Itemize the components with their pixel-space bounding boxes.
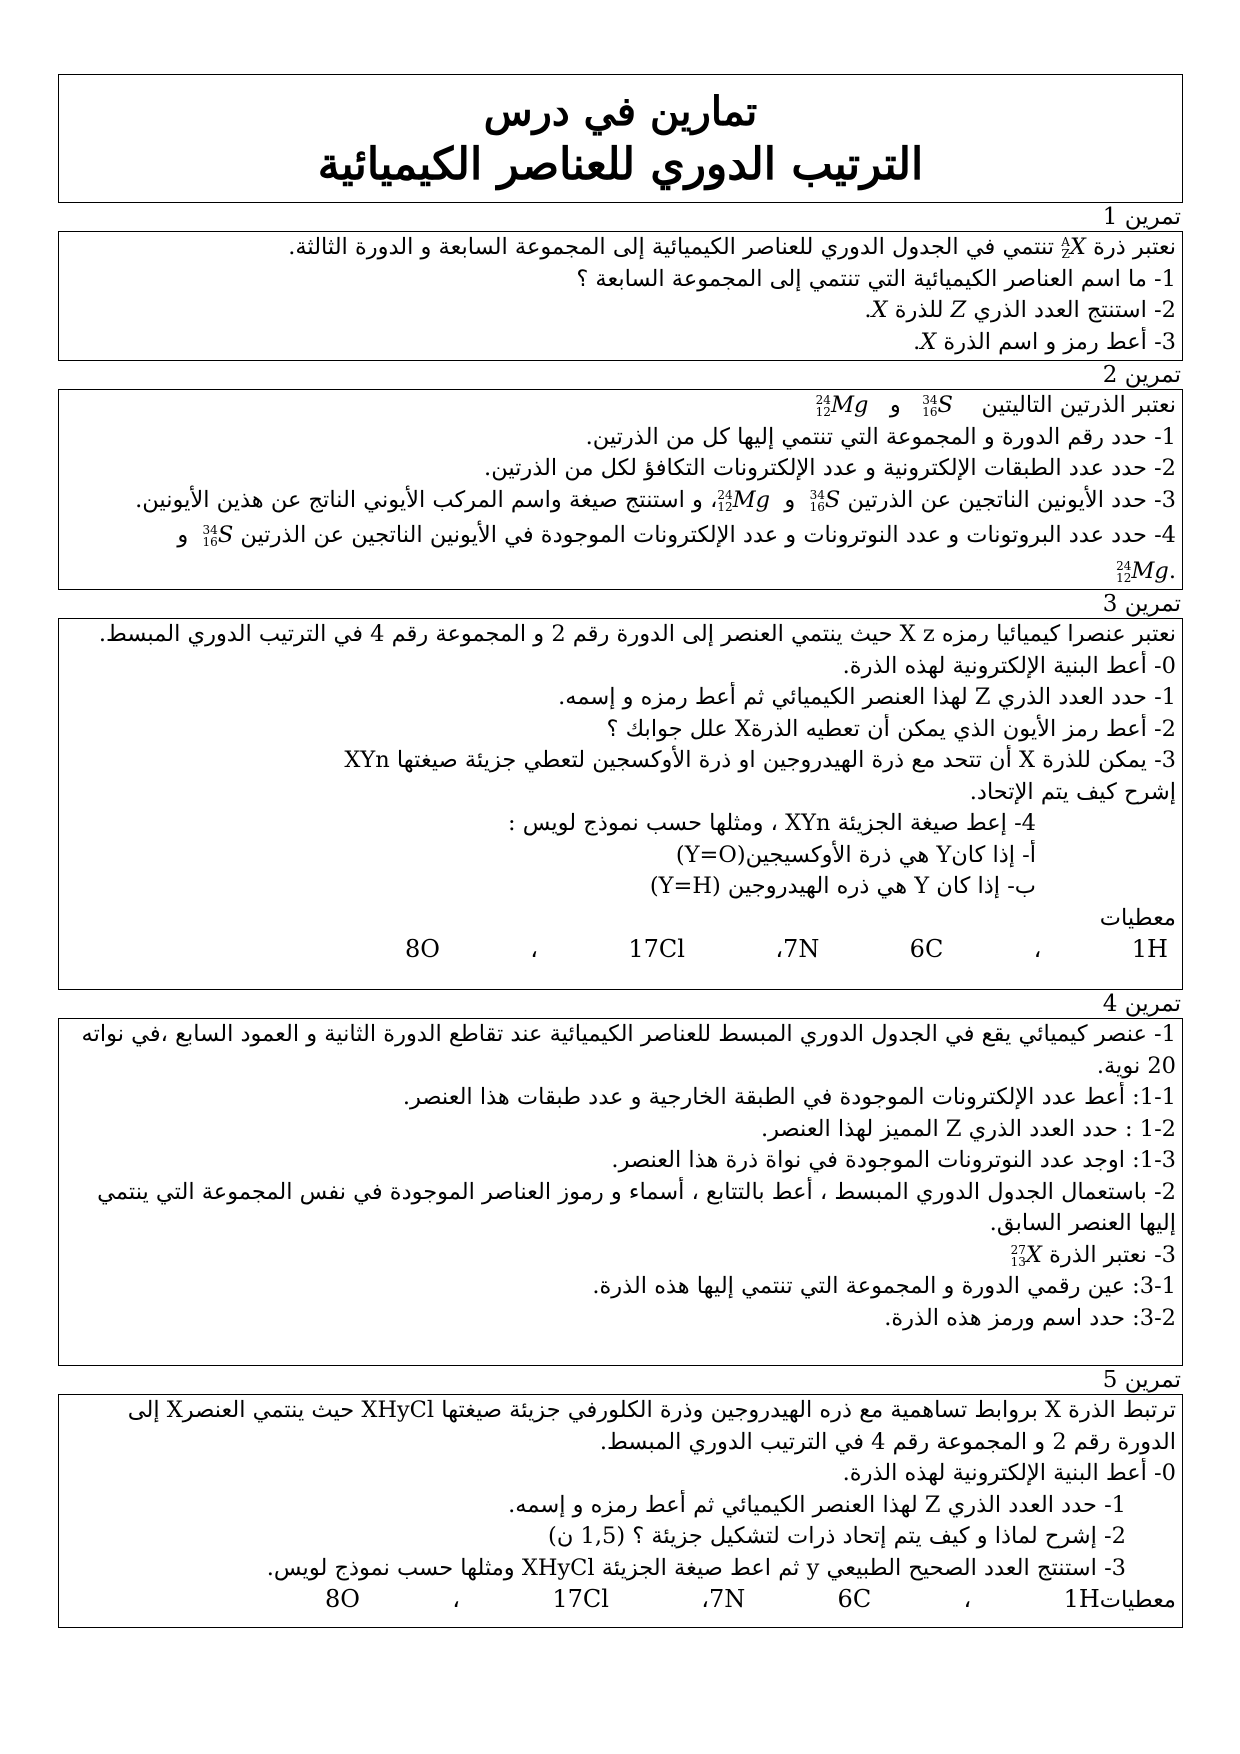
ex1-question-3: 3- أعط رمز و اسم الذرة X. bbox=[913, 328, 1176, 355]
title-line-1: تمارين في درس bbox=[483, 88, 758, 135]
exercise-3-label: تمرين 3 bbox=[1102, 591, 1181, 617]
exercise-1-label: تمرين 1 bbox=[1102, 204, 1181, 230]
given-carbon: 6C bbox=[909, 935, 944, 963]
worksheet-page bbox=[58, 74, 1183, 1628]
ex4-nuclide: 27 13 X bbox=[1010, 1241, 1042, 1269]
ex3-givens-label: معطيات bbox=[1099, 904, 1176, 931]
ex4-question-3-1: 3-1: عين رقمي الدورة و المجموعة التي تنتمي إليها هذه الذرة. bbox=[592, 1273, 1176, 1299]
ex3-question-4: 4- إعط صيغة الجزيئة XYn ، ومثلها حسب نموذج لويس : bbox=[508, 810, 1036, 836]
ex3-question-4b: ب- إذا كان Y هي ذره الهيدروجين (Y=H) bbox=[649, 873, 1036, 899]
ex4-question-3-2: 3-2: حدد اسم ورمز هذه الذرة. bbox=[884, 1304, 1176, 1331]
ex5-givens-label: معطيات bbox=[1099, 1587, 1176, 1613]
ex4-question-1-1: 1-1: أعط عدد الإلكترونات الموجودة في الطبقة الخارجية و عدد طبقات هذا العنصر. bbox=[402, 1084, 1176, 1110]
exercise-1-box bbox=[58, 231, 1183, 361]
ex2-intro: نعتبر الذرتين التاليتين 34 16 S و 24 12 Mg bbox=[65, 390, 1176, 422]
given-nitrogen: ،7N bbox=[775, 935, 820, 963]
ex1-question-2: 2- استنتج العدد الذري Z للذرة X. bbox=[864, 297, 1176, 323]
ex2-magnesium: 24 12 Mg bbox=[815, 392, 869, 419]
ex4-question-3: 3- نعتبر الذرة 27 13 X bbox=[65, 1240, 1176, 1272]
ex3-question-3: 3- يمكن للذرة X أن تتحد مع ذرة الهيدروجين او ذرة الأوكسجين لتعطي جزيئة صيغتها XYn bbox=[344, 747, 1176, 773]
exercise-5-label: تمرين 5 bbox=[1102, 1367, 1181, 1393]
ex4-question-2: 2- باستعمال الجدول الدوري المبسط ، أعط بالتتابع ، أسماء و رموز العناصر الموجودة في نفس المجموعة التي ينتمي إليها العنصر السابق. bbox=[97, 1178, 1176, 1236]
ex3-question-2: 2- أعط رمز الأيون الذي يمكن أن تعطيه الذرةX علل جوابك ؟ bbox=[606, 715, 1176, 742]
exercise-3-box bbox=[58, 618, 1183, 990]
ex2-sulfur: 34 16 S bbox=[922, 392, 953, 419]
title-line-2: الترتيب الدوري للعناصر الكيميائية bbox=[317, 139, 924, 190]
ex3-question-1: 1- حدد العدد الذري Z لهذا العنصر الكيميائي ثم أعط رمزه و إسمه. bbox=[558, 684, 1176, 710]
ex5-givens-row: 8O ، 17Cl ،7N 6C ، 1H bbox=[325, 1585, 1100, 1613]
ex3-intro: نعتبر عنصرا كيميائيا رمزه X z حيث ينتمي العنصر إلى الدورة رقم 2 و المجموعة رقم 4 في الترتيب الدوري المبسط. bbox=[98, 621, 1176, 647]
ex3-question-4a: أ- إذا كانY هي ذرة الأوكسيجين(Y=O) bbox=[675, 841, 1036, 868]
given-oxygen: 8O bbox=[405, 935, 440, 963]
exercise-2-box bbox=[58, 389, 1183, 590]
given-chlorine: 17Cl bbox=[628, 935, 685, 963]
exercise-5-box bbox=[58, 1394, 1183, 1628]
ex5-intro: ترتبط الذرة X بروابط تساهمية مع ذره الهيدروجين وذرة الكلورفي جزيئة صيغتها XHyCl حيث ينتمي العنصرX إلى الدورة رقم 2 و المجموعة رقم 4 في الترتيب الدوري المبسط. bbox=[127, 1397, 1176, 1455]
ex2-question-1: 1- حدد رقم الدورة و المجموعة التي تنتمي إليها كل من الذرتين. bbox=[585, 423, 1176, 450]
ex5-question-0: 0- أعط البنية الإلكترونية لهذه الذرة. bbox=[842, 1460, 1176, 1486]
ex2-question-4-cont: . 24 12 Mg bbox=[1116, 557, 1176, 585]
ex3-question-0: 0- أعط البنية الإلكترونية لهذه الذرة. bbox=[842, 652, 1176, 679]
ex1-question-1: 1- ما اسم العناصر الكيميائية التي تنتمي إلى المجموعة السابعة ؟ bbox=[576, 265, 1176, 292]
exercise-4-box bbox=[58, 1018, 1183, 1366]
exercise-2-label: تمرين 2 bbox=[1102, 362, 1181, 388]
ex5-question-3: 3- استنتج العدد الصحيح الطبيعي y ثم اعط صيغة الجزيئة XHyCl ومثلها حسب نموذج لويس. bbox=[266, 1554, 1126, 1581]
ex2-question-3: 3- حدد الأيونين الناتجين عن الذرتين 34 16 S و 24 12 Mg، و استنتج صيغة واسم المركب الأيوني الناتج عن هذين الأيونين. bbox=[135, 486, 1176, 514]
title-box bbox=[58, 74, 1183, 203]
ex1-intro: نعتبر ذرة A Z X تنتمي في الجدول الدوري للعناصر الكيميائية إلى المجموعة السابعة و الدورة الثالثة. bbox=[65, 232, 1176, 264]
exercise-4-label: تمرين 4 bbox=[1102, 991, 1181, 1017]
ex2-question-4: 4- حدد عدد البروتونات و عدد النوترونات و عدد الإلكترونات الموجودة في الأيونين الناتجين عن الذرتين 34 16 S و bbox=[177, 522, 1176, 549]
ex4-question-1-2: 1-2 : حدد العدد الذري Z المميز لهذا العنصر. bbox=[760, 1115, 1176, 1142]
given-hydrogen: 1H bbox=[1131, 935, 1168, 963]
ex1-nuclide: A Z X bbox=[1061, 234, 1086, 261]
ex4-question-1-3: 1-3: اوجد عدد النوترونات الموجودة في نواة ذرة هذا العنصر. bbox=[611, 1147, 1176, 1173]
ex2-question-2: 2- حدد عدد الطبقات الإلكترونية و عدد الإلكترونات التكافؤ لكل من الذرتين. bbox=[484, 455, 1176, 481]
ex3-question-3b: إشرح كيف يتم الإتحاد. bbox=[969, 778, 1176, 805]
ex5-question-2: 2- إشرح لماذا و كيف يتم إتحاد ذرات لتشكيل جزيئة ؟ (1,5 ن) bbox=[548, 1523, 1126, 1549]
ex3-givens-row: 8O ، 17Cl ،7N 6C ، 1H bbox=[405, 935, 1168, 963]
ex5-question-1: 1- حدد العدد الذري Z لهذا العنصر الكيميائي ثم أعط رمزه و إسمه. bbox=[508, 1491, 1126, 1518]
ex4-question-1: 1- عنصر كيميائي يقع في الجدول الدوري المبسط للعناصر الكيميائية عند تقاطع الدورة الثانية و العمود السابع ،في نواته 20 نوية. bbox=[81, 1021, 1176, 1079]
ex5-givens bbox=[65, 1584, 1176, 1617]
